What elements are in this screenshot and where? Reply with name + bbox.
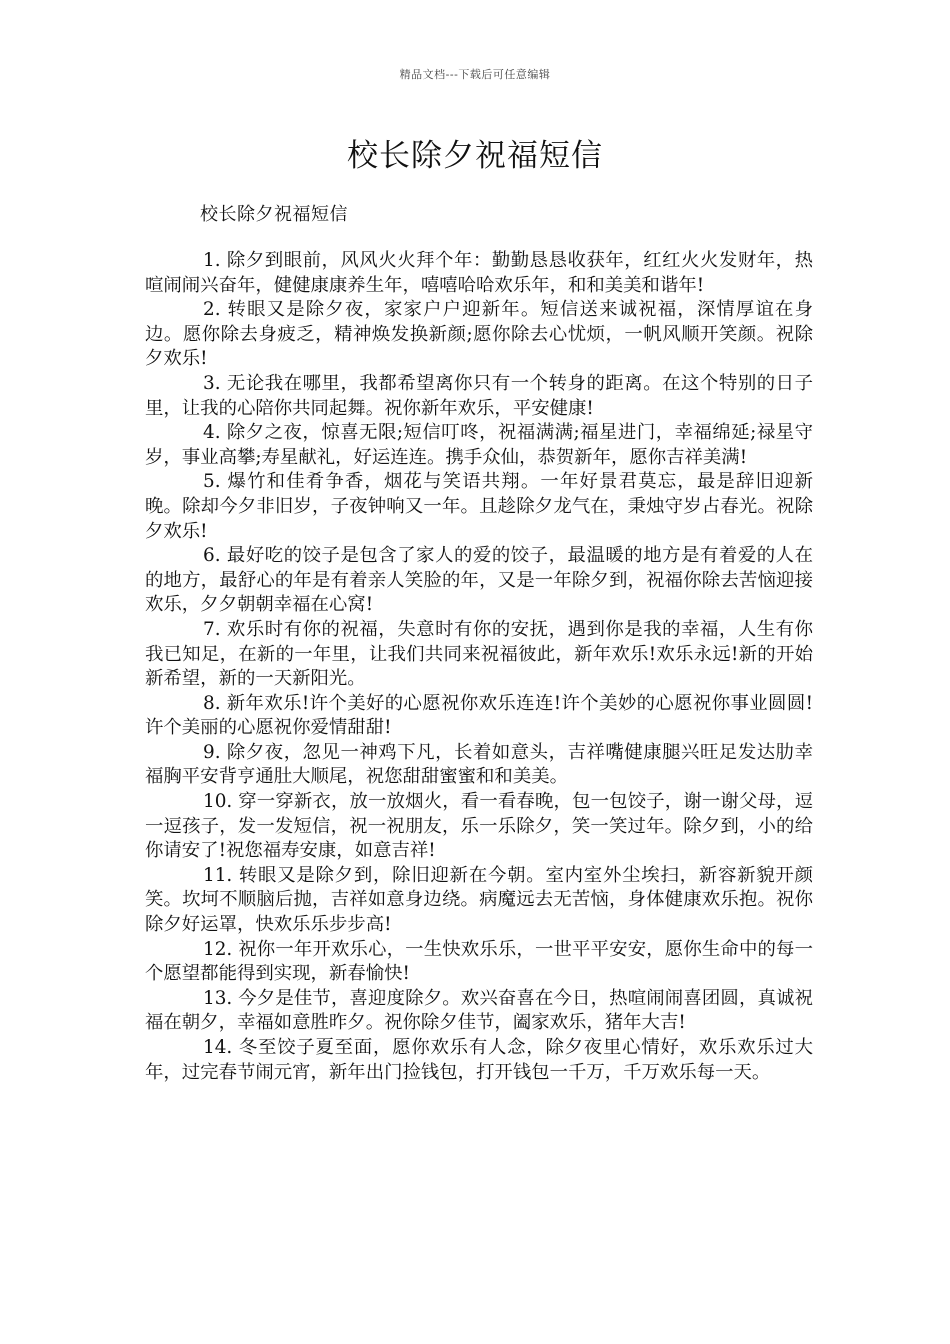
document-subtitle: 校长除夕祝福短信 (200, 204, 348, 225)
message-item: 12. 祝你一年开欢乐心，一生快欢乐乐，一世平平安安，愿你生命中的每一个愿望都能得到实现，新春愉快! (145, 938, 813, 985)
message-item: 11. 转眼又是除夕到，除旧迎新在今朝。室内室外尘埃扫，新容新貌开颜笑。坎坷不顺脑后抛，吉祥如意身边绕。病魔远去无苦恼，身体健康欢乐抱。祝你除夕好运罩，快欢乐乐步步高! (145, 864, 813, 936)
message-item: 1. 除夕到眼前，风风火火拜个年：勤勤恳恳收获年，红红火火发财年，热喧闹闹兴奋年，健健康康养生年，嘻嘻哈哈欢乐年，和和美美和谐年! (145, 250, 813, 296)
message-item: 14. 冬至饺子夏至面，愿你欢乐有人念，除夕夜里心情好，欢乐欢乐过大年，过完春节闹元宵，新年出门捡钱包，打开钱包一千万，千万欢乐每一天。 (145, 1037, 813, 1083)
message-item: 9. 除夕夜，忽见一神鸡下凡，长着如意头，吉祥嘴健康腿兴旺足发达肋幸福胸平安背亨通肚大顺尾，祝您甜甜蜜蜜和和美美。 (145, 741, 813, 788)
page-header-note: 精品文档---下载后可任意编辑 (399, 68, 551, 81)
message-item: 3. 无论我在哪里，我都希望离你只有一个转身的距离。在这个特别的日子里，让我的心陪你共同起舞。祝你新年欢乐，平安健康! (145, 372, 813, 419)
page-title: 校长除夕祝福短信 (347, 138, 603, 174)
message-item: 2. 转眼又是除夕夜，家家户户迎新年。短信送来诚祝福，深情厚谊在身边。愿你除去身疲乏，精神焕发换新颜;愿你除去心忧烦，一帆风顺开笑颜。祝除夕欢乐! (145, 299, 813, 370)
message-item: 7. 欢乐时有你的祝福，失意时有你的安抚，遇到你是我的幸福，人生有你我已知足，在新的一年里，让我们共同来祝福彼此，新年欢乐!欢乐永远!新的开始新希望，新的一天新阳光。 (145, 618, 813, 690)
message-item: 8. 新年欢乐!许个美好的心愿祝你欢乐连连!许个美妙的心愿祝你事业圆圆!许个美丽的心愿祝你爱情甜甜! (145, 692, 813, 739)
message-item: 10. 穿一穿新衣，放一放烟火，看一看春晚，包一包饺子，谢一谢父母，逗一逗孩子，发一发短信，祝一祝朋友，乐一乐除夕，笑一笑过年。除夕到，小的给你请安了!祝您福寿安康，如意吉祥! (145, 791, 813, 862)
message-item: 13. 今夕是佳节，喜迎度除夕。欢兴奋喜在今日，热喧闹闹喜团圆，真诚祝福在朝夕，幸福如意胜昨夕。祝你除夕佳节，阖家欢乐，猪年大吉! (145, 987, 813, 1034)
message-item: 6. 最好吃的饺子是包含了家人的爱的饺子，最温暖的地方是有着爱的人在的地方，最舒心的年是有着亲人笑脸的年，又是一年除夕到，祝福你除去苦恼迎接欢乐，夕夕朝朝幸福在心窝! (145, 545, 813, 616)
message-item: 5. 爆竹和佳肴争香，烟花与笑语共翔。一年好景君莫忘，最是辞旧迎新晚。除却今夕非旧岁，子夜钟响又一年。且趁除夕龙气在，秉烛守岁占春光。祝除夕欢乐! (145, 471, 813, 542)
message-item: 4. 除夕之夜，惊喜无限;短信叮咚，祝福满满;福星进门，幸福绵延;禄星守岁，事业高攀;寿星献礼，好运连连。携手众仙，恭贺新年，愿你吉祥美满! (145, 422, 813, 468)
message-list (145, 249, 813, 1085)
